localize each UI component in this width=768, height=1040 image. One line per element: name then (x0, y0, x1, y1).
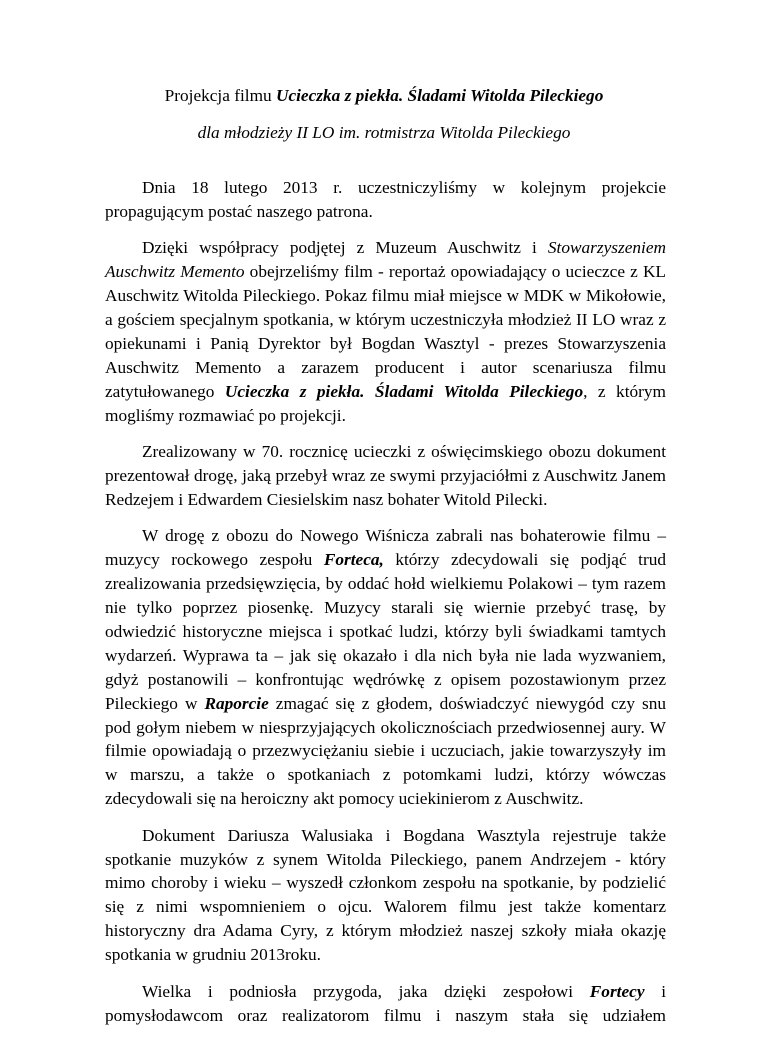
association-name: Stowarzyszeniem Auschwitz Memento (105, 238, 666, 282)
paragraph-5: Dokument Dariusza Walusiaka i Bogdana Wasztyla rejestruje także spotkanie muzyków z synem Witolda Pileckiego, panem Andrzejem - który mimo choroby i wieku – wyszedł członkom zespołu na spotkanie, by podzielić się z nimi wspomnieniem o ojcu. Walorem filmu jest także komentarz historyczny dra Adama Cyry, z którym młodzież naszej szkoły miała okazję spotkania w grudniu 2013roku. (105, 825, 666, 965)
document-subtitle: dla młodzieży II LO im. rotmistrza Witolda Pileckiego (197, 123, 571, 142)
document-title (0, 84, 768, 108)
band-name: Forteca, (323, 550, 384, 570)
film-title-inline: Ucieczka z piekła. Śladami Witolda Pileckiego (224, 381, 584, 401)
paragraph-2-text-c: obejrzeliśmy film - reportaż opowiadający o ucieczce z KL Auschwitz Witolda Pileckiego. Pokaz filmu miał miejsce w MDK w Mikołowie, a gościem specjalnym spotkania, w którym uczestniczyła młodzież II LO wraz z opiekunami i Panią Dyrektor był Bogdan Wasztyl - prezes Stowarzyszenia Auschwitz Memento a zarazem producent i autor scenariusza filmu zatytułowanego (105, 262, 666, 401)
title-prefix: Projekcja filmu (164, 86, 276, 105)
paragraph-6-text-a: Wielka i podniosła przygoda, jaka dzięki zespołowi (142, 981, 590, 1001)
paragraph-6 (105, 980, 666, 1028)
film-title: Ucieczka z piekła. Śladami Witolda Pileckiego (275, 86, 604, 105)
paragraph-3: Zrealizowany w 70. rocznicę ucieczki z oświęcimskiego obozu dokument prezentował drogę, jaką przebył wraz ze swymi przyjaciółmi z Auschwitz Janem Redzejem i Edwardem Ciesielskim nasz bohater Witold Pilecki. (105, 442, 666, 509)
report-title: Raporcie (204, 693, 269, 713)
paragraph-1: Dnia 18 lutego 2013 r. uczestniczyliśmy w kolejnym projekcie propagującym postać naszego patrona. (105, 178, 666, 221)
paragraph-4 (105, 524, 666, 811)
paragraph-4-text-a: W drogę z obozu do Nowego Wiśnicza zabrali nas bohaterowie filmu – muzycy rockowego zespołu (105, 526, 666, 570)
paragraph-2-text-a: Dzięki współpracy podjętej z Muzeum Auschwitz i (142, 238, 548, 258)
paragraph-4-text-c: którzy zdecydowali się podjąć trud zrealizowania przedsięwzięcia, by oddać hołd wielkiemu Polakowi – tym razem nie tylko poprzez piosenkę. Muzycy starali się wiernie przebyć trasę, by odwiedzić historyczne miejsca i spotkać ludzi, którzy byli świadkami tamtych wydarzeń. Wyprawa ta – jak się okazało i dla nich była nie lada wyzwaniem, gdyż postanowili – konfrontując wędrówkę z opisem pozostawionym przez Pileckiego w (105, 550, 666, 713)
band-name-inline: Fortecy (589, 981, 645, 1001)
paragraph-4-text-e: zmagać się z głodem, doświadczyć niewygód czy snu pod gołym niebem w niesprzyjających okolicznościach przedwiosennej aury. W filmie opowiadają o przezwyciężaniu siebie i uczuciach, jakie towarzyszyły im w marszu, a także o spotkaniach z potomkami ludzi, którzy wówczas zdecydowali się na heroiczny akt pomocy uciekinierom z Auschwitz. (105, 693, 666, 809)
paragraph-2 (105, 236, 666, 427)
document-body (105, 176, 666, 1040)
paragraph-6-text-c: i pomysłodawcom oraz realizatorom filmu i naszym stała się udziałem (105, 981, 666, 1025)
paragraph-2-text-e: , z którym mogliśmy rozmawiać po projekcji. (105, 381, 666, 425)
